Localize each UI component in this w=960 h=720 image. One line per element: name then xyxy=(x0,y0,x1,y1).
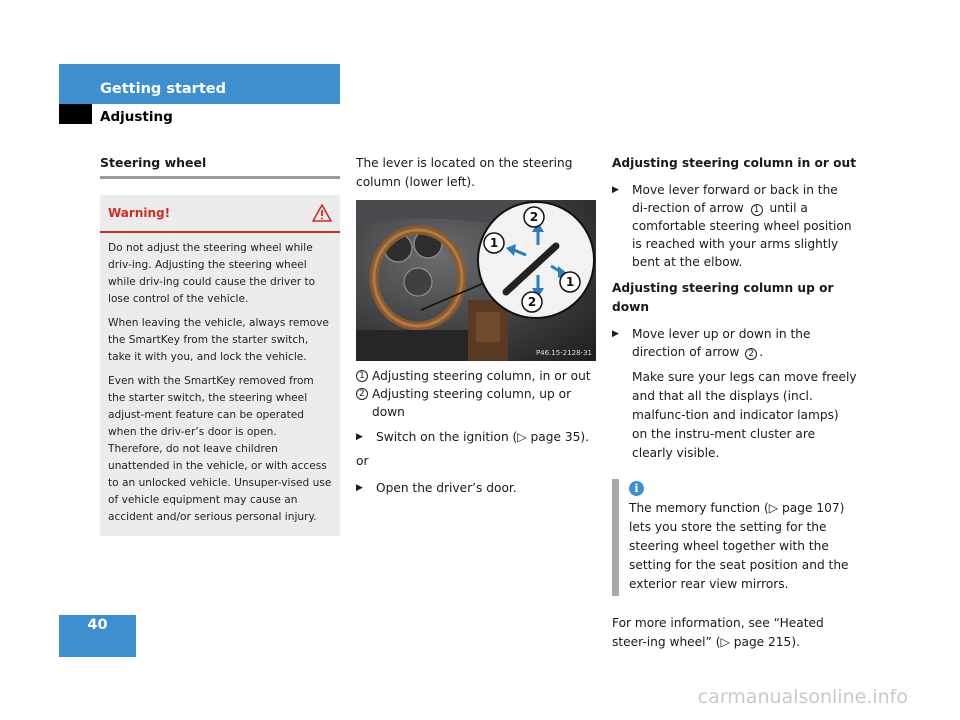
in-out-title: Adjusting steering column in or out xyxy=(612,156,857,170)
step-ignition-text: Switch on the ignition (▷ page 35). xyxy=(376,430,590,444)
legend-item-1 xyxy=(356,367,596,385)
info-sidebar xyxy=(612,479,619,596)
legend-number-2: 2 xyxy=(356,388,368,400)
callout-2-top: 2 xyxy=(529,210,539,224)
step-up-down-text-b: . xyxy=(759,345,764,359)
lever-location-text: The lever is located on the steering column (lower left). xyxy=(356,156,573,189)
legend-number-1: 1 xyxy=(356,370,368,382)
step-door xyxy=(356,479,596,497)
step-in-out-text-a: Move lever forward or back in the di-rection of arrow xyxy=(632,183,838,215)
column-left xyxy=(100,154,340,536)
bullet-arrow-icon: ▶ xyxy=(612,329,619,339)
info-icon: i xyxy=(629,481,644,496)
info-box xyxy=(612,479,857,596)
step-in-out-text-b: until a comfortable steering wheel position is reached with your arms slightly bent at the elbow. xyxy=(632,201,852,269)
steering-column-photo xyxy=(356,200,596,361)
bullet-arrow-icon: ▶ xyxy=(356,432,363,442)
step-up-down-text-a: Move lever up or down in the direction of arrow xyxy=(632,327,811,359)
arrow-number-1: 1 xyxy=(751,204,763,216)
bullet-arrow-icon: ▶ xyxy=(356,483,363,493)
warning-title: Warning! xyxy=(108,206,171,220)
callout-2-bottom: 2 xyxy=(527,295,537,309)
warning-header xyxy=(100,195,340,233)
warning-paragraph-2: When leaving the vehicle, always remove the SmartKey from the starter switch, take it with you, and lock the vehicle. xyxy=(108,317,329,363)
column-right xyxy=(612,154,857,652)
arrow-number-2: 2 xyxy=(745,348,757,360)
chapter-title: Getting started xyxy=(100,81,226,97)
bullet-arrow-icon: ▶ xyxy=(612,185,619,195)
heated-wheel-reference: For more information, see “Heated steer-ing wheel” (▷ page 215). xyxy=(612,616,824,649)
step-in-out xyxy=(612,181,857,271)
section-heading: Adjusting xyxy=(100,109,173,125)
legend-item-2 xyxy=(356,385,596,421)
callout-1-left: 1 xyxy=(489,236,499,250)
info-body xyxy=(619,479,857,596)
warning-box xyxy=(100,195,340,536)
warning-triangle-icon xyxy=(312,204,332,222)
warning-paragraph-1: Do not adjust the steering wheel while driv-ing. Adjusting the steering wheel while driv-ing could cause the driver to lose control of the vehicle. xyxy=(108,242,316,305)
steering-column-figure xyxy=(356,200,596,361)
steering-wheel-title: Steering wheel xyxy=(100,154,340,179)
callout-1-right: 1 xyxy=(565,275,575,289)
up-down-title: Adjusting steering column up or down xyxy=(612,281,834,314)
header-tab-marker xyxy=(59,104,92,124)
column-middle xyxy=(356,154,596,497)
or-text: or xyxy=(356,454,369,468)
step-door-text: Open the driver’s door. xyxy=(376,481,517,495)
page-number: 40 xyxy=(87,617,108,633)
step-up-down xyxy=(612,325,857,361)
figure-code: P46.15-2128-31 xyxy=(535,349,592,357)
legend-text-1: Adjusting steering column, in or out xyxy=(372,369,591,383)
watermark: carmanualsonline.info xyxy=(697,686,908,708)
step-ignition xyxy=(356,428,596,446)
legs-note: Make sure your legs can move freely and that all the displays (incl. malfunc-tion and indicator lamps) on the instru-ment cluster are clearly visible. xyxy=(632,370,857,460)
warning-paragraph-3: Even with the SmartKey removed from the starter switch, the steering wheel adjust-ment feature can be operated when the driv-er’s door is open. Therefore, do not leave children unattended in the vehicle, or with access to an unlocked vehicle. Unsuper-vised use of vehicle equipment may cause an accident and/or serious personal injury. xyxy=(108,375,332,523)
memory-function-text: The memory function (▷ page 107) lets you store the setting for the steering wheel together with the setting for the seat position and the exterior rear view mirrors. xyxy=(629,501,849,591)
legend-text-2: Adjusting steering column, up or down xyxy=(372,387,572,419)
